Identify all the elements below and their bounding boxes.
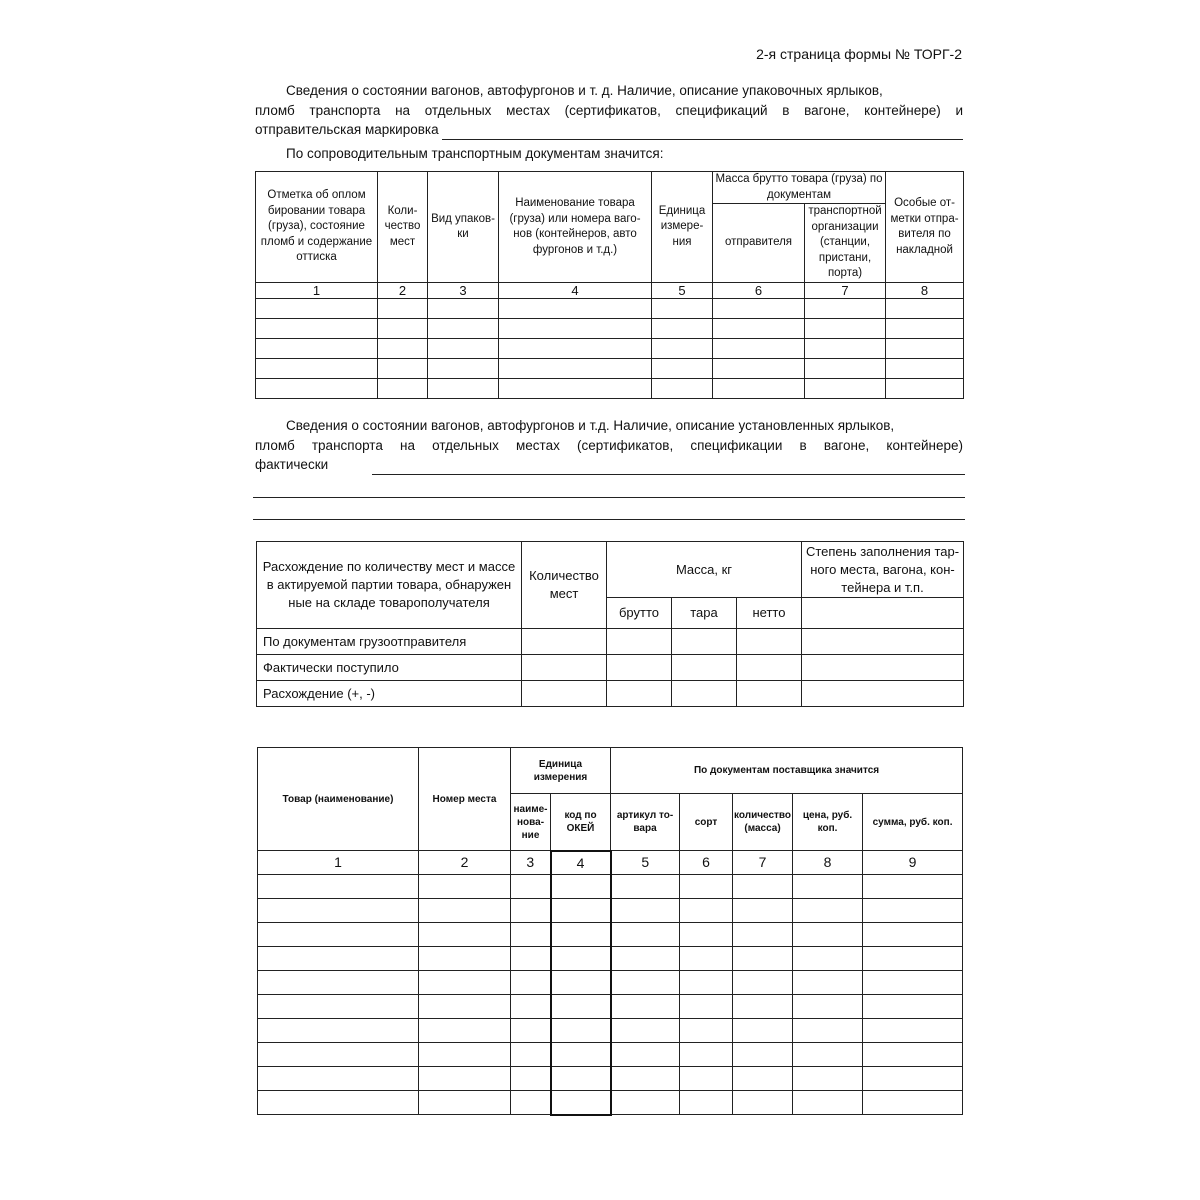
table-cell[interactable] xyxy=(378,319,428,339)
t3-colnum: 4 xyxy=(551,851,611,875)
table-cell[interactable] xyxy=(419,922,511,946)
t2-header-discrepancy: Расхождение по количеству мест и массе в актируемой партии товара, обнаружен ные на складе товарополучателя xyxy=(257,542,522,629)
table-cell[interactable] xyxy=(733,1018,793,1042)
table-cell[interactable] xyxy=(551,1066,611,1090)
table-cell[interactable] xyxy=(793,1018,863,1042)
table-cell[interactable] xyxy=(428,379,499,399)
table-cell[interactable] xyxy=(680,1066,733,1090)
t3-header-price: цена, руб. коп. xyxy=(793,794,863,851)
t2-header-blank xyxy=(802,598,964,629)
t3-header-goods: Товар (наименование) xyxy=(258,748,419,851)
table-cell[interactable] xyxy=(793,994,863,1018)
table-cell[interactable] xyxy=(611,1042,680,1066)
table-cell[interactable] xyxy=(511,994,551,1018)
table-cell[interactable] xyxy=(672,629,737,655)
table-cell[interactable] xyxy=(805,379,886,399)
table-cell[interactable] xyxy=(511,970,551,994)
t1-header-special-marks: Особые от- метки отпра- вителя по накладной xyxy=(886,172,964,283)
table-cell[interactable] xyxy=(611,898,680,922)
table-row xyxy=(258,922,963,946)
t3-header-place-number: Номер места xyxy=(419,748,511,851)
table-cell[interactable] xyxy=(419,898,511,922)
table-cell[interactable] xyxy=(551,874,611,898)
t3-colnum: 7 xyxy=(733,851,793,875)
t3-header-unit-name: наиме- нова- ние xyxy=(511,794,551,851)
table-cell[interactable] xyxy=(805,299,886,319)
table-cell[interactable] xyxy=(733,994,793,1018)
table-cell[interactable] xyxy=(511,874,551,898)
table-cell[interactable] xyxy=(258,970,419,994)
table-cell[interactable] xyxy=(511,946,551,970)
t1-column-numbers xyxy=(256,283,964,299)
section1-paragraph xyxy=(255,81,963,140)
table-cell[interactable] xyxy=(886,319,964,339)
table-row xyxy=(258,874,963,898)
table-cell[interactable] xyxy=(805,319,886,339)
table-cell[interactable] xyxy=(733,1066,793,1090)
table-cell[interactable] xyxy=(499,299,652,319)
table-cell[interactable] xyxy=(733,1090,793,1115)
docs-intro xyxy=(255,144,963,164)
table-cell[interactable] xyxy=(733,946,793,970)
table-cell[interactable] xyxy=(680,1090,733,1115)
table-cell[interactable] xyxy=(611,922,680,946)
table-cell[interactable] xyxy=(551,1042,611,1066)
table-cell[interactable] xyxy=(607,655,672,681)
table-cell[interactable] xyxy=(672,681,737,707)
table-cell[interactable] xyxy=(863,1018,963,1042)
table-cell[interactable] xyxy=(256,359,378,379)
t1-header-mass-group: Масса брутто товара (груза) по документам xyxy=(713,172,886,204)
table-cell[interactable] xyxy=(419,994,511,1018)
table-cell[interactable] xyxy=(256,379,378,399)
t3-header-supplier-group: По документам поставщика значится xyxy=(611,748,963,794)
section2-line2: пломб транспорта на отдельных местах (сертификатов, спецификации в вагоне, контейнере) xyxy=(255,437,963,453)
table-row xyxy=(258,970,963,994)
table-cell[interactable] xyxy=(551,922,611,946)
table-cell[interactable] xyxy=(680,994,733,1018)
table-row xyxy=(258,946,963,970)
table-cell[interactable] xyxy=(258,994,419,1018)
t1-header-goods-name: Наименование товара (груза) или номера ваго- нов (контейнеров, авто фургонов и т.д.) xyxy=(499,172,652,283)
table-cell[interactable] xyxy=(611,1090,680,1115)
table-cell[interactable] xyxy=(611,1018,680,1042)
table-cell[interactable] xyxy=(652,299,713,319)
t3-header-unit-group: Единица измерения xyxy=(511,748,611,794)
t2-header-fill-degree: Степень заполнения тар- ного места, вагона, кон- тейнера и т.п. xyxy=(802,542,964,598)
table-cell[interactable] xyxy=(258,874,419,898)
table-cell[interactable] xyxy=(522,681,607,707)
table-cell[interactable] xyxy=(419,1066,511,1090)
table-cell[interactable] xyxy=(737,681,802,707)
table-cell[interactable] xyxy=(737,655,802,681)
table-cell[interactable] xyxy=(419,1018,511,1042)
table-cell[interactable] xyxy=(793,946,863,970)
actual-fill-line-3[interactable] xyxy=(253,519,965,520)
table-cell[interactable] xyxy=(611,874,680,898)
table-cell[interactable] xyxy=(713,339,805,359)
table-cell[interactable] xyxy=(258,922,419,946)
table-cell[interactable] xyxy=(419,1090,511,1115)
section2-line1: Сведения о состоянии вагонов, автофургонов и т.д. Наличие, описание установленных ярлыков, xyxy=(286,418,895,433)
t1-header-seal: Отметка об оплом бировании товара (груза), состояние пломб и содержание оттиска xyxy=(256,172,378,283)
t1-header-sender: отправителя xyxy=(713,204,805,283)
t1-colnum: 4 xyxy=(499,283,652,299)
table-cell[interactable] xyxy=(378,359,428,379)
table-cell[interactable] xyxy=(256,319,378,339)
table-cell[interactable] xyxy=(256,299,378,319)
section2-line3: фактически xyxy=(255,457,329,472)
t1-colnum: 3 xyxy=(428,283,499,299)
table-cell[interactable] xyxy=(652,339,713,359)
table-cell[interactable] xyxy=(680,1018,733,1042)
t1-header-packaging: Вид упаков- ки xyxy=(428,172,499,283)
table-row xyxy=(257,629,964,655)
goods-table xyxy=(257,747,963,1116)
table-cell[interactable] xyxy=(805,339,886,359)
table-cell[interactable] xyxy=(680,898,733,922)
table-cell[interactable] xyxy=(793,898,863,922)
table-cell[interactable] xyxy=(793,922,863,946)
table-cell[interactable] xyxy=(611,946,680,970)
table-cell[interactable] xyxy=(733,1042,793,1066)
table-row xyxy=(258,994,963,1018)
table-cell[interactable] xyxy=(863,898,963,922)
t1-colnum: 5 xyxy=(652,283,713,299)
table-cell[interactable] xyxy=(419,970,511,994)
t2-header-gross: брутто xyxy=(607,598,672,629)
t3-colnum: 9 xyxy=(863,851,963,875)
docs-intro-text: По сопроводительным транспортным документам значится: xyxy=(286,146,664,161)
table-cell[interactable] xyxy=(886,359,964,379)
t3-colnum: 5 xyxy=(611,851,680,875)
table-cell[interactable] xyxy=(551,994,611,1018)
table-cell[interactable] xyxy=(419,874,511,898)
table-cell[interactable] xyxy=(652,319,713,339)
section1-line2: пломб транспорта на отдельных местах (сертификатов, спецификаций в вагоне, контейнере) и xyxy=(255,102,963,118)
t3-header-article: артикул то- вара xyxy=(611,794,680,851)
table-cell[interactable] xyxy=(258,898,419,922)
table-cell[interactable] xyxy=(802,655,964,681)
t1-colnum: 8 xyxy=(886,283,964,299)
table-cell[interactable] xyxy=(428,339,499,359)
t3-header-grade: сорт xyxy=(680,794,733,851)
table-cell[interactable] xyxy=(499,379,652,399)
table-cell[interactable] xyxy=(886,379,964,399)
table-cell[interactable] xyxy=(258,1090,419,1115)
t3-colnum: 2 xyxy=(419,851,511,875)
table-cell[interactable] xyxy=(611,970,680,994)
table-cell[interactable] xyxy=(511,1090,551,1115)
t1-colnum: 1 xyxy=(256,283,378,299)
table-cell[interactable] xyxy=(258,1018,419,1042)
table-cell[interactable] xyxy=(793,1090,863,1115)
section1-line1: Сведения о состоянии вагонов, автофургонов и т. д. Наличие, описание упаковочных ярлыков, xyxy=(286,83,883,98)
table-row xyxy=(258,1090,963,1115)
table-cell[interactable] xyxy=(551,1090,611,1115)
table-cell[interactable] xyxy=(680,970,733,994)
t3-header-sum: сумма, руб. коп. xyxy=(863,794,963,851)
t2-row-label: Расхождение (+, -) xyxy=(257,681,522,707)
table-cell[interactable] xyxy=(419,946,511,970)
table-row xyxy=(258,898,963,922)
t1-colnum: 2 xyxy=(378,283,428,299)
t2-row-label: По документам грузоотправителя xyxy=(257,629,522,655)
table-cell[interactable] xyxy=(793,874,863,898)
form-page-label: 2-я страница формы № ТОРГ-2 xyxy=(756,46,962,62)
t1-colnum: 7 xyxy=(805,283,886,299)
table-cell[interactable] xyxy=(793,1042,863,1066)
marking-fill-line[interactable] xyxy=(442,125,963,140)
table-cell[interactable] xyxy=(419,1042,511,1066)
table-cell[interactable] xyxy=(428,299,499,319)
t3-header-okei-code: код по ОКЕЙ xyxy=(551,794,611,851)
t3-colnum: 3 xyxy=(511,851,551,875)
table-cell[interactable] xyxy=(793,1066,863,1090)
table-cell[interactable] xyxy=(428,319,499,339)
table-cell[interactable] xyxy=(713,299,805,319)
table-cell[interactable] xyxy=(733,898,793,922)
table-cell[interactable] xyxy=(863,1066,963,1090)
table-row xyxy=(257,655,964,681)
table-cell[interactable] xyxy=(863,994,963,1018)
table-cell[interactable] xyxy=(551,898,611,922)
t2-header-mass-group: Масса, кг xyxy=(607,542,802,598)
table-cell[interactable] xyxy=(713,319,805,339)
transport-docs-table xyxy=(255,171,964,399)
table-cell[interactable] xyxy=(733,874,793,898)
table-cell[interactable] xyxy=(511,922,551,946)
table-cell[interactable] xyxy=(551,970,611,994)
table-cell[interactable] xyxy=(713,359,805,379)
table-cell[interactable] xyxy=(258,946,419,970)
table-row xyxy=(256,319,964,339)
table-cell[interactable] xyxy=(672,655,737,681)
table-cell[interactable] xyxy=(733,922,793,946)
table-cell[interactable] xyxy=(378,299,428,319)
t2-row-label: Фактически поступило xyxy=(257,655,522,681)
discrepancy-table xyxy=(256,541,964,707)
t3-colnum: 6 xyxy=(680,851,733,875)
actual-fill-line-2[interactable] xyxy=(253,497,965,498)
table-cell[interactable] xyxy=(802,681,964,707)
t2-header-net: нетто xyxy=(737,598,802,629)
table-cell[interactable] xyxy=(611,1066,680,1090)
table-cell[interactable] xyxy=(805,359,886,379)
table-cell[interactable] xyxy=(863,922,963,946)
table-cell[interactable] xyxy=(522,629,607,655)
table-cell[interactable] xyxy=(511,1018,551,1042)
table-cell[interactable] xyxy=(499,359,652,379)
table-cell[interactable] xyxy=(863,1042,963,1066)
table-cell[interactable] xyxy=(863,1090,963,1115)
t3-header-quantity: количество (масса) xyxy=(733,794,793,851)
table-cell[interactable] xyxy=(680,922,733,946)
table-cell[interactable] xyxy=(680,946,733,970)
table-cell[interactable] xyxy=(652,359,713,379)
table-row xyxy=(258,1018,963,1042)
table-cell[interactable] xyxy=(499,339,652,359)
table-cell[interactable] xyxy=(522,655,607,681)
table-cell[interactable] xyxy=(737,629,802,655)
table-cell[interactable] xyxy=(511,898,551,922)
table-cell[interactable] xyxy=(863,874,963,898)
table-cell[interactable] xyxy=(733,970,793,994)
table-cell[interactable] xyxy=(713,379,805,399)
t1-header-unit: Единица измере- ния xyxy=(652,172,713,283)
table-cell[interactable] xyxy=(258,1042,419,1066)
table-cell[interactable] xyxy=(886,339,964,359)
table-row xyxy=(256,299,964,319)
table-cell[interactable] xyxy=(863,946,963,970)
table-cell[interactable] xyxy=(802,629,964,655)
section2-paragraph xyxy=(255,416,963,475)
table-cell[interactable] xyxy=(652,379,713,399)
table-cell[interactable] xyxy=(607,629,672,655)
table-cell[interactable] xyxy=(793,970,863,994)
table-cell[interactable] xyxy=(511,1042,551,1066)
table-cell[interactable] xyxy=(607,681,672,707)
table-row xyxy=(256,359,964,379)
table-cell[interactable] xyxy=(258,1066,419,1090)
table-cell[interactable] xyxy=(499,319,652,339)
table-row xyxy=(258,1042,963,1066)
t2-header-count: Количество мест xyxy=(522,542,607,629)
table-cell[interactable] xyxy=(428,359,499,379)
actual-fill-line-1[interactable] xyxy=(372,474,965,475)
table-cell[interactable] xyxy=(378,379,428,399)
t3-column-numbers xyxy=(258,851,963,875)
table-cell[interactable] xyxy=(511,1066,551,1090)
table-cell[interactable] xyxy=(551,1018,611,1042)
table-cell[interactable] xyxy=(551,946,611,970)
table-row xyxy=(256,379,964,399)
t1-header-count: Коли- чество мест xyxy=(378,172,428,283)
t3-colnum: 1 xyxy=(258,851,419,875)
table-cell[interactable] xyxy=(378,339,428,359)
t3-colnum: 8 xyxy=(793,851,863,875)
t2-header-tare: тара xyxy=(672,598,737,629)
t1-colnum: 6 xyxy=(713,283,805,299)
t1-header-transport-org: транспортной организации (станции, пристани, порта) xyxy=(805,204,886,283)
table-row xyxy=(258,1066,963,1090)
table-cell[interactable] xyxy=(611,994,680,1018)
table-row xyxy=(257,681,964,707)
table-row xyxy=(256,339,964,359)
table-cell[interactable] xyxy=(886,299,964,319)
table-cell[interactable] xyxy=(680,874,733,898)
table-cell[interactable] xyxy=(680,1042,733,1066)
table-cell[interactable] xyxy=(863,970,963,994)
section1-line3: отправительская маркировка xyxy=(255,122,439,137)
table-cell[interactable] xyxy=(256,339,378,359)
